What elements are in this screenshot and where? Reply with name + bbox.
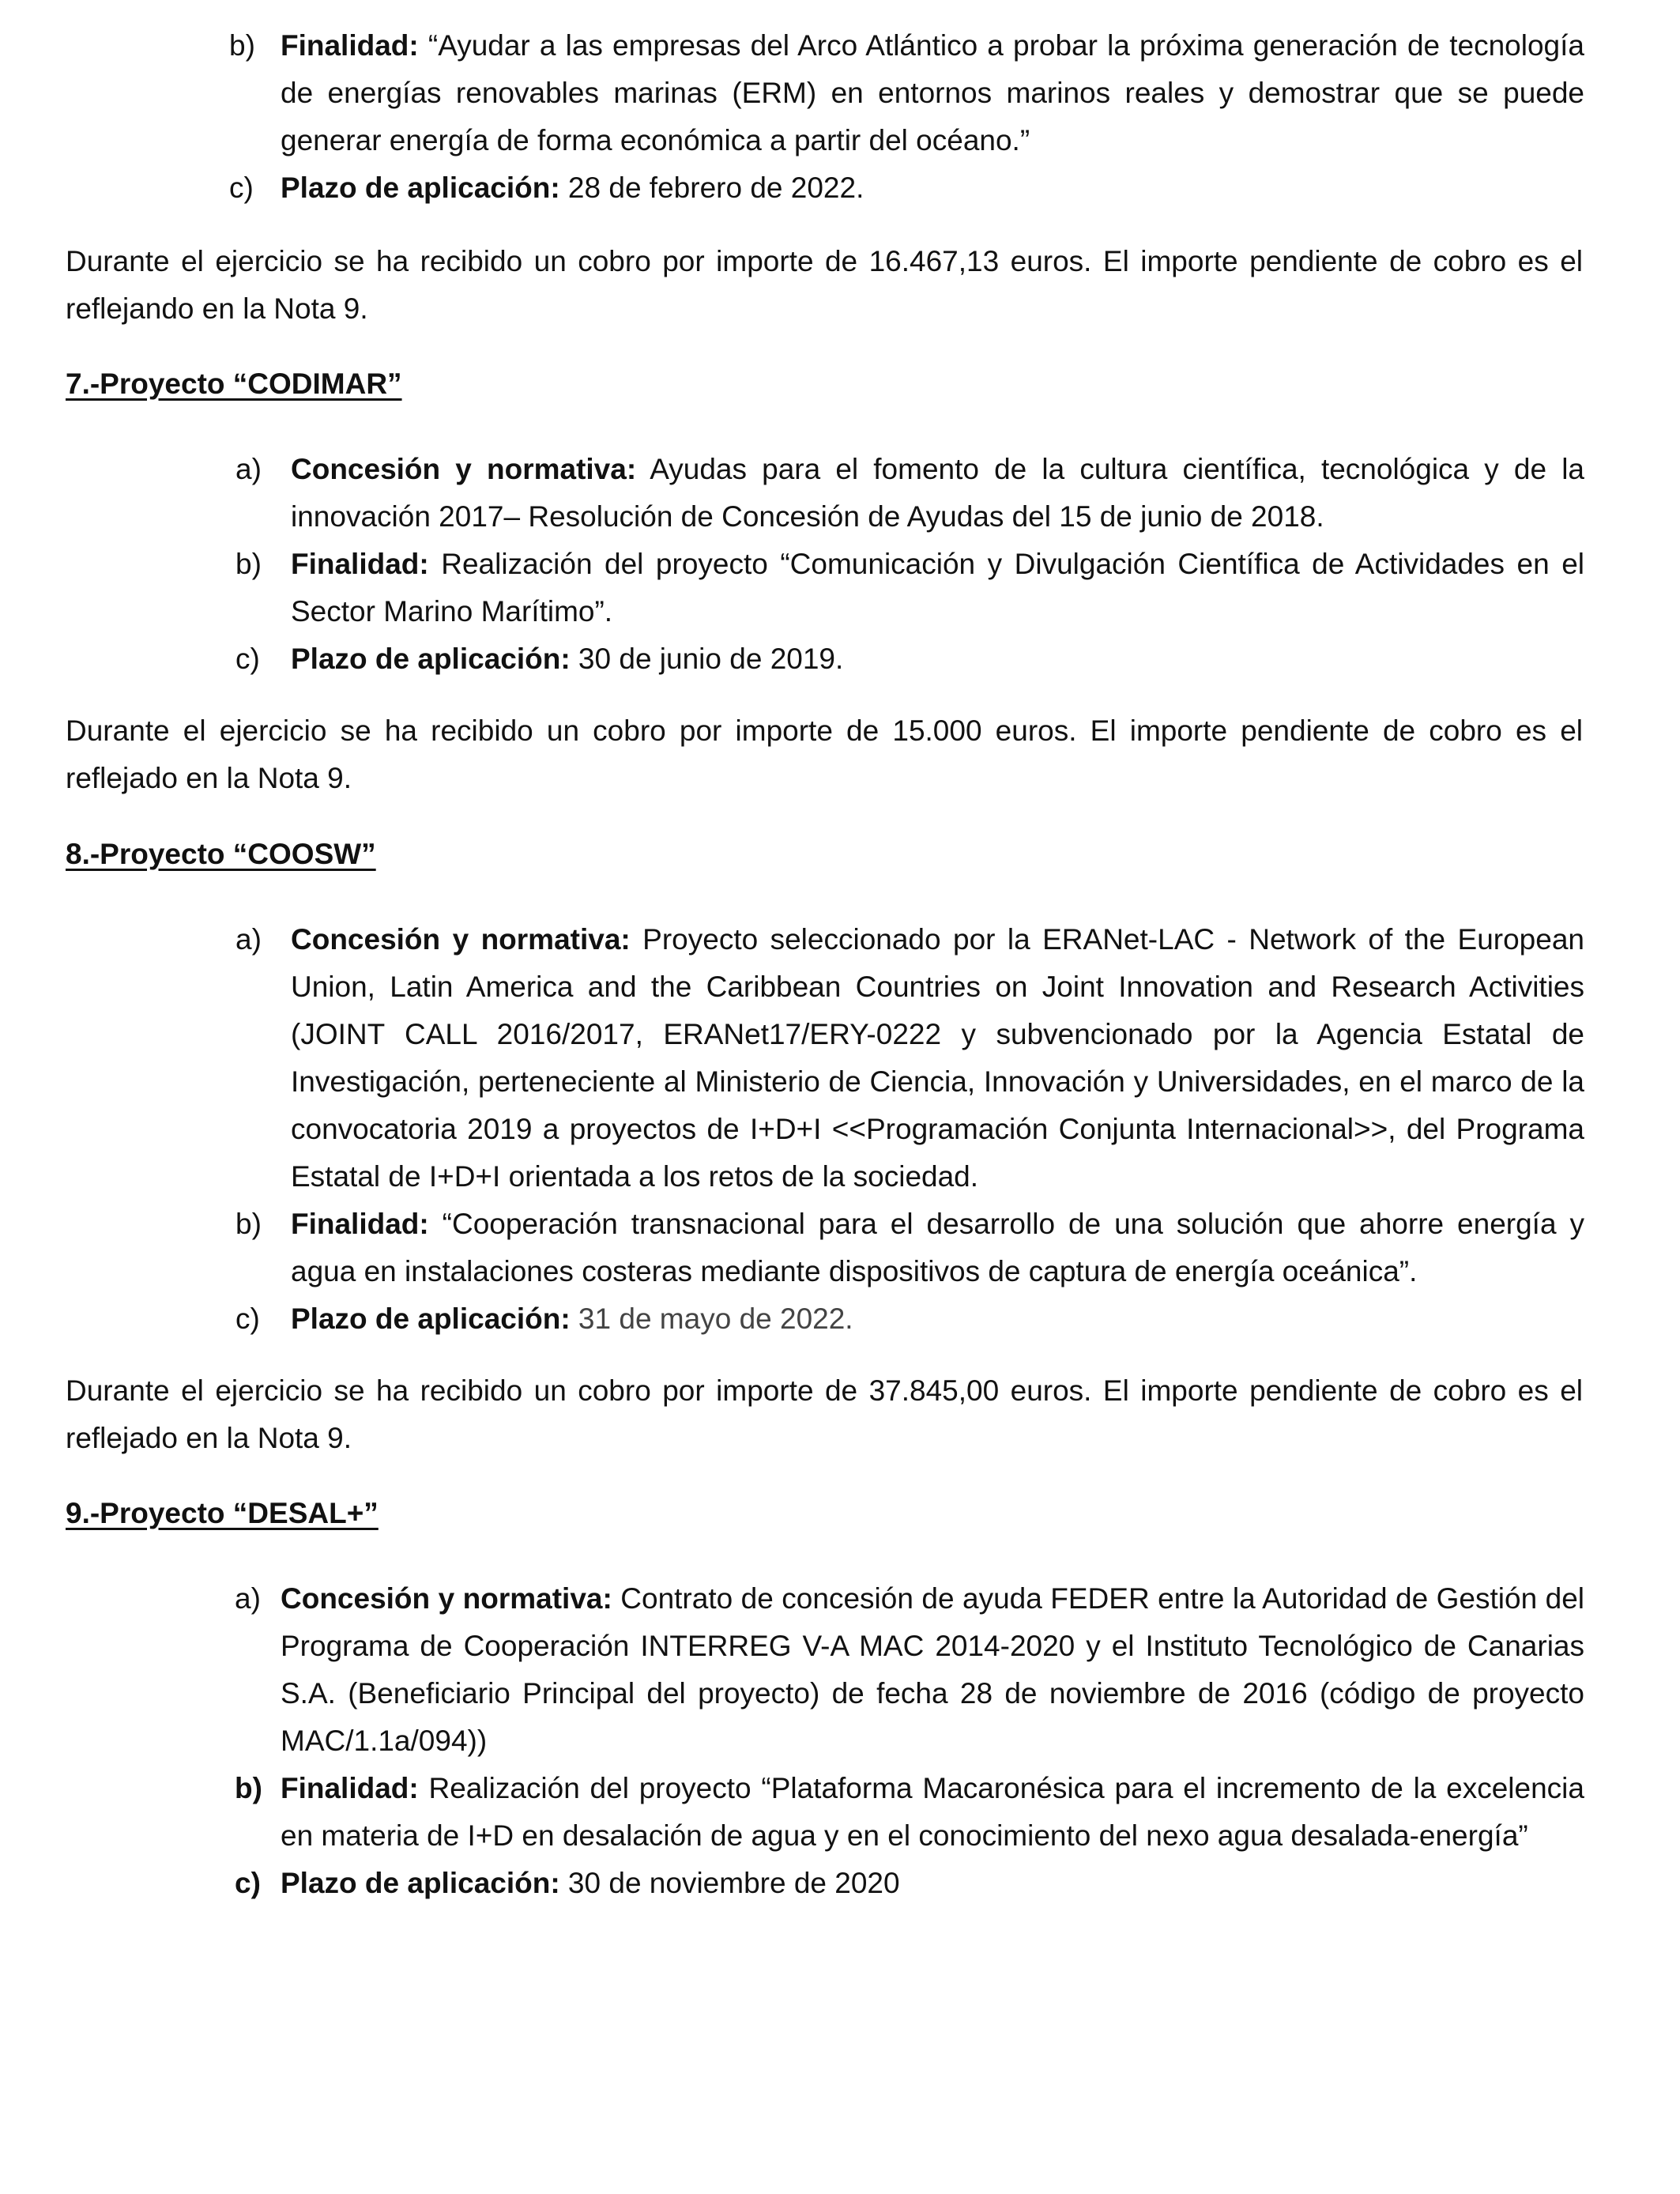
item-text: Ayudas para el fomento de la cultura científica, tecnológica y de la innovación 2017– Resolución de Concesión de Ayudas del 15 de junio de 2018. (291, 453, 1584, 533)
section-heading-codimar: 7.-Proyecto “CODIMAR” (66, 368, 402, 400)
item-term: Finalidad: (281, 1772, 419, 1804)
intro-note: Durante el ejercicio se ha recibido un cobro por importe de 16.467,13 euros. El importe pendiente de cobro es el reflejando en la Nota 9. (66, 245, 1583, 325)
item-term: Concesión y normativa: (291, 923, 631, 956)
item-text: 30 de noviembre de 2020 (559, 1867, 900, 1899)
item-text: 30 de junio de 2019. (570, 643, 844, 675)
item-text: “Ayudar a las empresas del Arco Atlántico a probar la próxima generación de tecnología de energías renovables marinas (ERM) en entornos marinos reales y demostrar que se puede generar energía de forma económica a partir del océano.” (281, 29, 1584, 156)
section8-list (235, 916, 1584, 1343)
section7-note: Durante el ejercicio se ha recibido un cobro por importe de 15.000 euros. El importe pendiente de cobro es el reflejado en la Nota 9. (66, 714, 1583, 794)
list-marker: a) (235, 1582, 261, 1615)
item-text: 28 de febrero de 2022. (559, 172, 864, 204)
list-item (229, 22, 1584, 164)
item-term: Concesión y normativa: (281, 1582, 612, 1615)
list-marker: c) (229, 172, 254, 204)
section-heading-desal: 9.-Proyecto “DESAL+” (66, 1497, 379, 1529)
list-marker: b) (229, 29, 255, 62)
section8-note: Durante el ejercicio se ha recibido un cobro por importe de 37.845,00 euros. El importe pendiente de cobro es el reflejado en la Nota 9. (66, 1374, 1583, 1454)
list-item (235, 1201, 1584, 1295)
list-item (235, 1765, 1584, 1860)
list-marker: b) (235, 1208, 262, 1240)
list-marker: c) (235, 1867, 261, 1899)
item-text: “Cooperación transnacional para el desarrollo de una solución que ahorre energía y agua en instalaciones costeras mediante dispositivos de captura de energía oceánica”. (291, 1208, 1584, 1287)
list-item (235, 1575, 1584, 1765)
item-term: Concesión y normativa: (291, 453, 637, 485)
list-marker: b) (235, 1772, 262, 1804)
list-item (229, 164, 1584, 212)
item-term: Plazo de aplicación: (291, 1302, 571, 1335)
item-term: Plazo de aplicación: (281, 1867, 560, 1899)
item-text: Realización del proyecto “Comunicación y Divulgación Científica de Actividades en el Sector Marino Marítimo”. (291, 548, 1584, 628)
list-marker: a) (235, 453, 262, 485)
section-heading-coosw: 8.-Proyecto “COOSW” (66, 838, 376, 870)
list-marker: a) (235, 923, 262, 956)
item-text: Realización del proyecto “Plataforma Macaronésica para el incremento de la excelencia en materia de I+D en desalación de agua y en el conocimiento del nexo agua desalada-energía” (281, 1772, 1584, 1852)
list-item (235, 1860, 1584, 1907)
item-term: Finalidad: (291, 548, 429, 580)
list-item (235, 1295, 1584, 1343)
item-term: Plazo de aplicación: (291, 643, 571, 675)
item-term: Finalidad: (281, 29, 419, 62)
section7-list (235, 446, 1584, 683)
item-term: Plazo de aplicación: (281, 172, 560, 204)
item-term: Finalidad: (291, 1208, 429, 1240)
list-item (235, 541, 1584, 635)
intro-list (229, 22, 1584, 212)
list-item (235, 635, 1584, 683)
section9-list (235, 1575, 1584, 1907)
list-marker: b) (235, 548, 262, 580)
list-marker: c) (235, 1302, 260, 1335)
list-marker: c) (235, 643, 260, 675)
item-text: Contrato de concesión de ayuda FEDER entre la Autoridad de Gestión del Programa de Cooperación INTERREG V-A MAC 2014-2020 y el Instituto Tecnológico de Canarias S.A. (Beneficiario Principal del proyecto) de fecha 28 de noviembre de 2016 (código de proyecto MAC/1.1a/094)) (281, 1582, 1584, 1757)
list-item (235, 916, 1584, 1201)
item-text: Proyecto seleccionado por la ERANet-LAC - Network of the European Union, Latin America and the Caribbean Countries on Joint Innovation and Research Activities (JOINT CALL 2016/2017, ERANet17/ERY-0222 y subvencionado por la Agencia Estatal de Investigación, perteneciente al Ministerio de Ciencia, Innovación y Universidades, en el marco de la convocatoria 2019 a proyectos de I+D+I <<Programación Conjunta Internacional>>, del Programa Estatal de I+D+I orientada a los retos de la sociedad. (291, 923, 1584, 1193)
list-item (235, 446, 1584, 541)
item-text: 31 de mayo de 2022. (570, 1302, 853, 1335)
